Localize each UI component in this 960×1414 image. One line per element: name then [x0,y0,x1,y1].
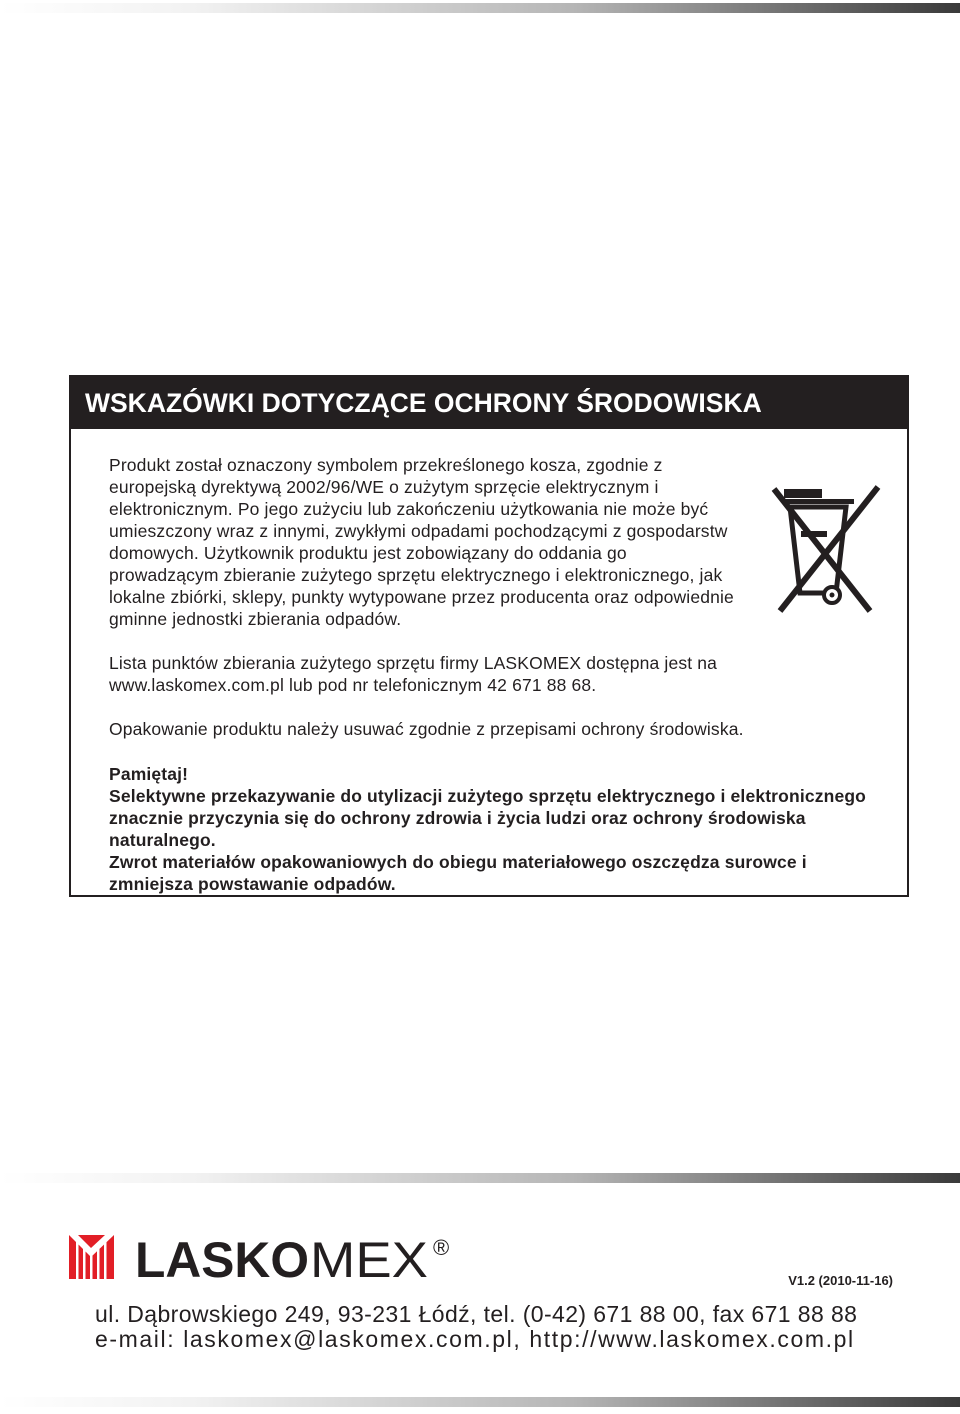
packaging-paragraph: Opakowanie produktu należy usuwać zgodnie z przepisami ochrony środowiska. [109,719,744,739]
notice-title: WSKAZÓWKI DOTYCZĄCE OCHRONY ŚRODOWISKA [71,377,907,429]
collection-points-paragraph: Lista punktów zbierania zużytego sprzętu firmy LASKOMEX dostępna jest na www.laskomex.com.pl lub pod nr telefonicznym 42 671 88 68. [109,653,718,695]
environment-notice-box [69,375,909,897]
crossed-out-wheelie-bin-icon [770,483,882,613]
company-contact: e-mail: laskomex@laskomex.com.pl, http://www.laskomex.com.pl [95,1326,855,1352]
registered-mark: ® [433,1235,450,1260]
logo-text-light: MEX [310,1233,428,1281]
version-label: V1.2 (2010-11-16) [788,1273,893,1288]
bottom-gradient-bar [0,1397,960,1407]
company-address: ul. Dąbrowskiego 249, 93-231 Łódź, tel. (0-42) 671 88 00, fax 671 88 88 [95,1301,858,1327]
logo-text-bold: LASKO [135,1233,309,1281]
middle-gradient-bar [0,1173,960,1183]
disposal-paragraph: Produkt został oznaczony symbolem przekreślonego kosza, zgodnie z europejską dyrektywą 2002/96/WE o zużytym sprzęcie elektrycznym i elektronicznym. Po jego zużyciu lub zakończeniu użytkowania nie może być umieszczony wraz z innymi, zwykłymi odpadami pochodzącymi z gospodarstw domowych. Użytkownik produktu jest zobowiązany do oddania go prowadzącym zbieranie zużytego sprzętu elektrycznego i elektronicznego, jak lokalne zbiórki, sklepy, punkty wytypowane przez producenta oraz odpowiednie gminne jednostki zbierania odpadów. [109,455,734,629]
laskomex-logo [69,1233,469,1281]
warning-packaging-text: Zwrot materiałów opakowaniowych do obiegu materiałowego oszczędza surowce i zmniejsza powstawanie odpadów. [109,852,807,894]
warning-recycling-text: Selektywne przekazywanie do utylizacji zużytego sprzętu elektrycznego i elektronicznego znacznie przyczynia się do ochrony zdrowia i życia ludzi oraz ochrony środowiska naturalnego. [109,786,867,850]
laskomex-mark-icon [69,1235,114,1279]
top-gradient-bar [0,3,960,13]
warning-title: Pamiętaj! [109,764,189,784]
